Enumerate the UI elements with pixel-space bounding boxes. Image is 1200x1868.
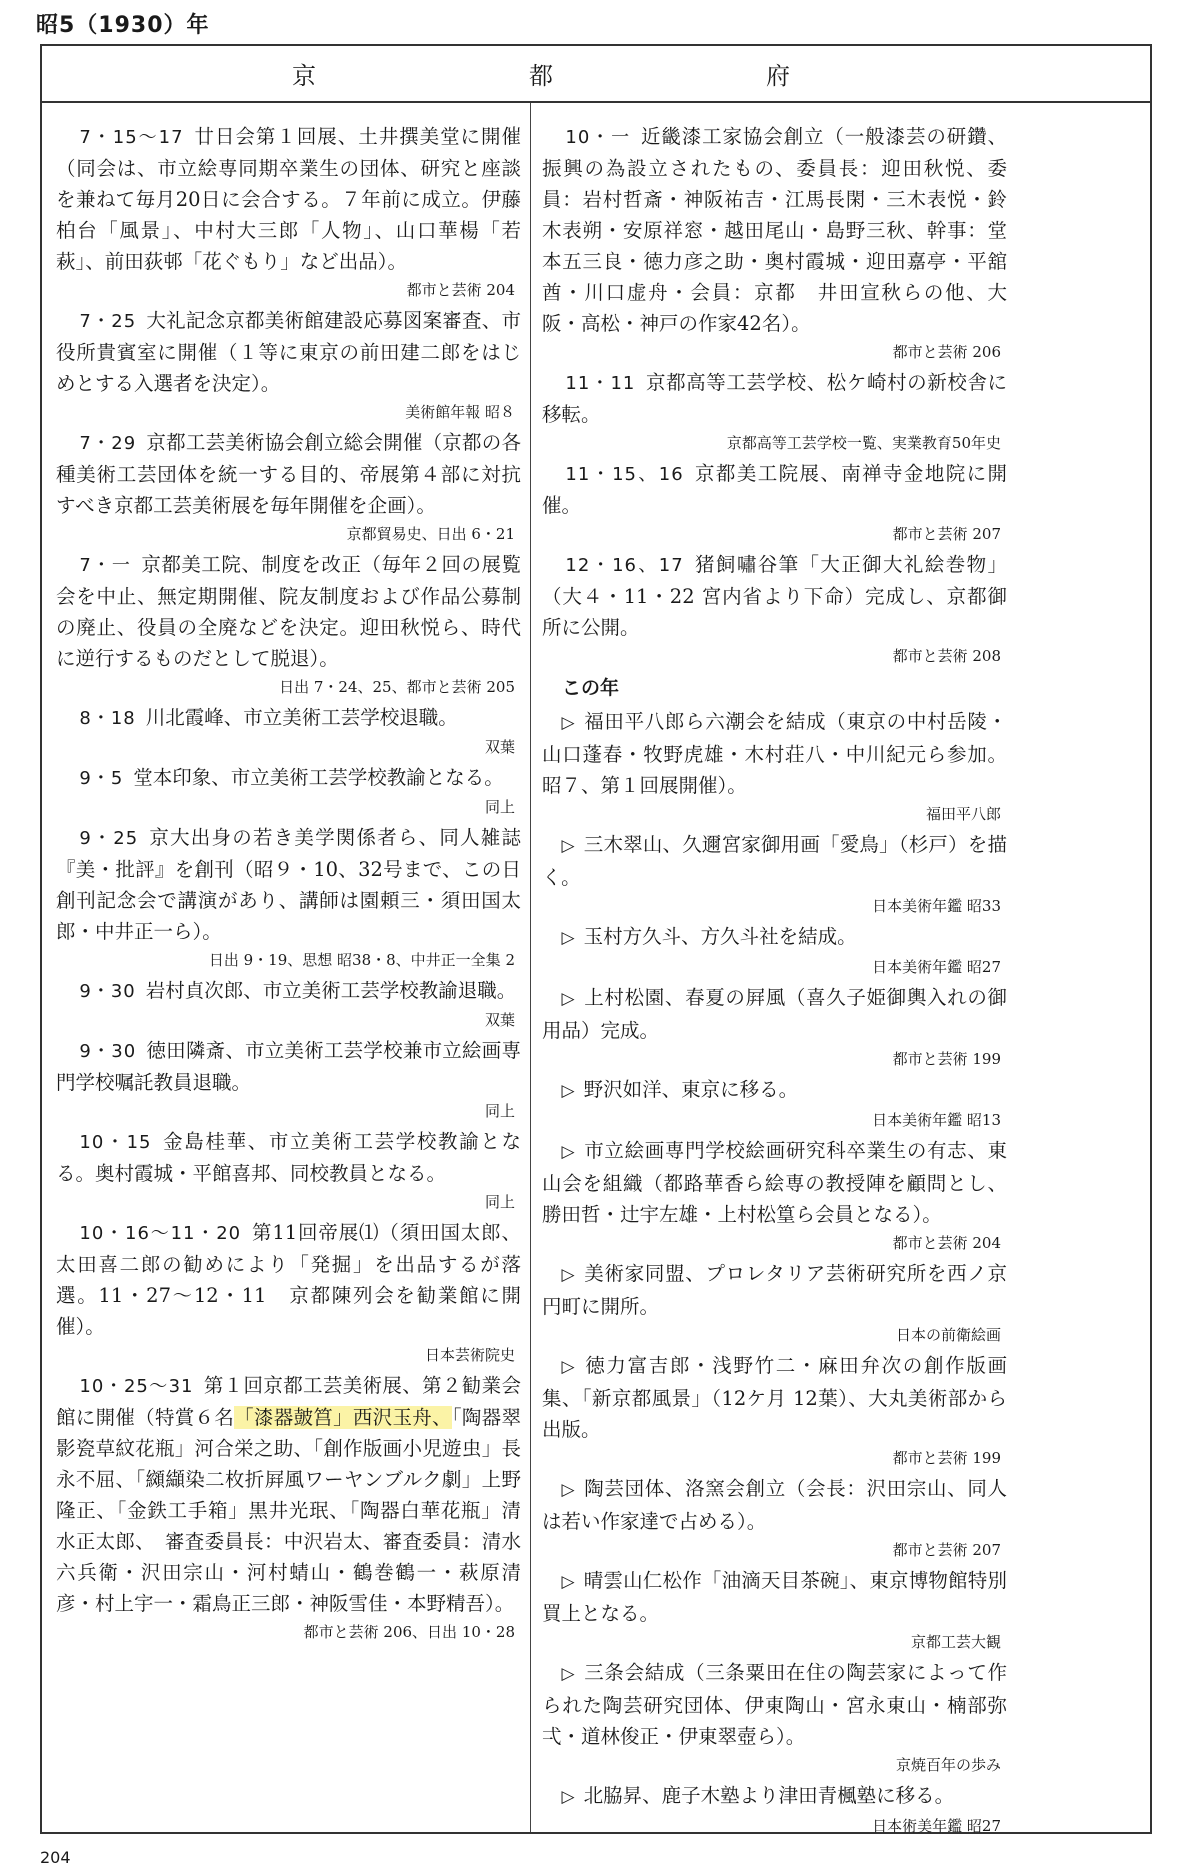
triangle-icon: ▷ bbox=[561, 1572, 575, 1592]
entry-date: 7・一 bbox=[79, 555, 132, 576]
triangle-icon: ▷ bbox=[561, 1664, 575, 1684]
chronology-entry bbox=[56, 975, 521, 1033]
chronology-entry bbox=[56, 1035, 521, 1124]
year-note-text: 陶芸団体、洛窯会創立（会長：沢田宗山、同人は若い作家達で占める）。 bbox=[542, 1477, 1007, 1533]
chronology-entry bbox=[56, 1217, 521, 1368]
chronology-entry bbox=[56, 427, 521, 547]
entry-source: 福田平八郎 bbox=[925, 805, 1001, 823]
header-char-2: 都 bbox=[529, 62, 553, 90]
entry-source: 美術館年報 昭８ bbox=[405, 403, 515, 421]
year-note bbox=[542, 1135, 1007, 1256]
entry-source: 京都高等工芸学校一覧、実業教育50年史 bbox=[726, 434, 1001, 452]
triangle-icon: ▷ bbox=[561, 1480, 575, 1500]
entry-source: 日出 9・19、思想 昭38・8、中井正一全集 2 bbox=[208, 951, 515, 969]
left-column bbox=[56, 121, 521, 1647]
page-frame bbox=[40, 44, 1152, 1834]
year-note-text: 市立絵画専門学校絵画研究科卒業生の有志、東山会を組織（都路華香ら絵専の教授陣を顧問とし、勝田哲・辻宇左雄・上村松篁ら会員となる）。 bbox=[542, 1139, 1007, 1226]
entry-text: 廿日会第１回展、土井撰美堂に開催（同会は、市立絵専同期卒業生の団体、研究と座談を兼ねて毎月20日に会合する。７年前に成立。伊藤柏台「風景」、中村大三郎「人物」、山口華楊「若萩」、前田荻邨「花ぐもり」など出品）。 bbox=[56, 125, 521, 273]
entry-date: 9・30 bbox=[79, 1041, 137, 1062]
right-column bbox=[542, 121, 1007, 1841]
entry-text: 徳田隣斎、市立美術工芸学校兼市立絵画専門学校嘱託教員退職。 bbox=[56, 1039, 521, 1094]
year-note-text: 晴雲山仁松作「油滴天目茶碗」、東京博物館特別買上となる。 bbox=[542, 1569, 1007, 1625]
entry-text-cont: 「陶器翠影瓷草紋花瓶」河合栄之助、「創作版画小児遊虫」長永不屈、「纐纈染二枚折屛風ワーヤンブルク劇」上野隆正、「金鉄工手箱」黒井光珉、「陶器白華花瓶」清水正太郎、 審査委員長：中沢岩太、審査委員：清水六兵衛・沢田宗山・河村蜻山・鶴巻鶴一・萩原清彦・村上宇一・霜鳥正三郎・神阪雪佳・本野精吾）。 bbox=[56, 1406, 521, 1615]
year-note bbox=[542, 1473, 1007, 1563]
entry-date: 10・25〜31 bbox=[79, 1376, 194, 1397]
chronology-entry bbox=[542, 367, 1007, 456]
entry-text: 第１回京都工芸美術展、第２勧業会館に開催（特賞６名 bbox=[56, 1374, 521, 1429]
triangle-icon: ▷ bbox=[561, 836, 575, 856]
header-char-1: 京 bbox=[292, 62, 316, 90]
highlighted-text: 「漆器皷筥」西沢玉舟、 bbox=[234, 1406, 452, 1429]
chronology-entry bbox=[56, 762, 521, 820]
section-title: この年 bbox=[562, 677, 620, 699]
triangle-icon: ▷ bbox=[561, 928, 575, 948]
entry-text: 京都美工院、制度を改正（毎年２回の展覧会を中止、無定期開催、院友制度および作品公募制の廃止、役員の全廃などを決定。迎田秋悦ら、時代に逆行するものだとして脱退）。 bbox=[56, 553, 521, 670]
entry-date: 10・15 bbox=[79, 1132, 152, 1153]
year-note bbox=[542, 706, 1007, 827]
chronology-entry bbox=[56, 1126, 521, 1215]
year-note bbox=[542, 1657, 1007, 1778]
triangle-icon: ▷ bbox=[561, 1357, 575, 1377]
entry-source: 都市と芸術 199 bbox=[892, 1449, 1001, 1467]
entry-date: 9・30 bbox=[79, 981, 136, 1002]
year-note-text: 野沢如洋、東京に移る。 bbox=[583, 1078, 799, 1101]
entry-text: 京都美工院展、南禅寺金地院に開催。 bbox=[542, 462, 1007, 517]
chronology-entry bbox=[542, 458, 1007, 547]
triangle-icon: ▷ bbox=[561, 1265, 575, 1285]
entry-source: 都市と芸術 206、日出 10・28 bbox=[303, 1623, 515, 1641]
entry-source: 双葉 bbox=[484, 1011, 515, 1029]
entry-source: 都市と芸術 207 bbox=[892, 1541, 1001, 1559]
page-number: 204 bbox=[40, 1848, 71, 1867]
year-note-text: 上村松園、春夏の屛風（喜久子姫御輿入れの御用品）完成。 bbox=[542, 986, 1007, 1042]
entry-source: 日本美術年鑑 昭13 bbox=[872, 1111, 1001, 1129]
entry-source: 日本芸術院史 bbox=[424, 1346, 515, 1364]
entry-source: 京焼百年の歩み bbox=[895, 1756, 1001, 1774]
entry-date: 10・16〜11・20 bbox=[79, 1223, 242, 1244]
year-label: 昭5（1930）年 bbox=[36, 13, 210, 38]
entry-source: 都市と芸術 206 bbox=[892, 343, 1001, 361]
entry-date: 9・5 bbox=[79, 768, 124, 789]
entry-source: 日出 7・24、25、都市と芸術 205 bbox=[279, 678, 515, 696]
year-note-text: 三条会結成（三条粟田在住の陶芸家によって作られた陶芸研究団体、伊東陶山・宮永東山・楠部弥弌・道林俊正・伊東翠壺ら）。 bbox=[542, 1661, 1007, 1748]
year-note bbox=[542, 1780, 1007, 1839]
entry-text: 第11回帝展⑴（須田国太郎、太田喜二郎の勧めにより「発掘」を出品するが落選。11・27〜12・11 京都陳列会を勧業館に開催）。 bbox=[56, 1221, 521, 1338]
chronology-entry bbox=[56, 549, 521, 700]
entry-date: 10・一 bbox=[565, 127, 631, 148]
entry-source: 都市と芸術 199 bbox=[892, 1050, 1001, 1068]
year-note bbox=[542, 1350, 1007, 1471]
chronology-entry bbox=[56, 702, 521, 760]
entry-source: 同上 bbox=[484, 798, 515, 816]
entry-date: 11・15、16 bbox=[565, 464, 684, 485]
chronology-entry bbox=[542, 549, 1007, 669]
entry-source: 同上 bbox=[484, 1193, 515, 1211]
entry-text: 猪飼嘯谷筆「大正御大礼絵巻物」（大４・11・22 宮内省より下命）完成し、京都御所に公開。 bbox=[542, 553, 1007, 639]
triangle-icon: ▷ bbox=[561, 713, 575, 733]
year-note-text: 北脇昇、鹿子木塾より津田青楓塾に移る。 bbox=[583, 1784, 955, 1807]
entry-text: 堂本印象、市立美術工芸学校教諭となる。 bbox=[133, 766, 504, 789]
entry-source: 都市と芸術 207 bbox=[892, 525, 1001, 543]
entry-date: 9・25 bbox=[79, 828, 139, 849]
entry-source: 都市と芸術 204 bbox=[892, 1234, 1001, 1252]
entry-date: 7・25 bbox=[79, 311, 137, 332]
entry-source: 日本美術年鑑 昭33 bbox=[872, 897, 1001, 915]
year-note-text: 福田平八郎ら六潮会を結成（東京の中村岳陵・山口蓬春・牧野虎雄・木村荘八・中川紀元ら参加。昭７、第１回展開催）。 bbox=[542, 710, 1007, 797]
entry-text: 大礼記念京都美術館建設応募図案審査、市役所貴賓室に開催（１等に東京の前田建二郎をはじめとする入選者を決定）。 bbox=[56, 309, 521, 395]
entry-source: 京都貿易史、日出 6・21 bbox=[346, 525, 515, 543]
entry-text: 京大出身の若き美学関係者ら、同人雑誌『美・批評』を創刊（昭９・10、32号まで、この日創刊記念会で講演があり、講師は園頼三・須田国太郎・中井正一ら）。 bbox=[56, 826, 521, 943]
chronology-entry bbox=[56, 822, 521, 973]
chronology-entry bbox=[542, 121, 1007, 365]
year-note bbox=[542, 829, 1007, 919]
chronology-entry bbox=[56, 305, 521, 425]
entry-date: 7・15〜17 bbox=[79, 127, 184, 148]
entry-source: 京都工芸大観 bbox=[910, 1633, 1001, 1651]
triangle-icon: ▷ bbox=[561, 1142, 575, 1162]
entry-text: 岩村貞次郎、市立美術工芸学校教諭退職。 bbox=[145, 979, 517, 1002]
entry-date: 8・18 bbox=[79, 708, 136, 729]
year-note-text: 美術家同盟、プロレタリア芸術研究所を西ノ京円町に開所。 bbox=[542, 1262, 1007, 1318]
entry-source: 都市と芸術 204 bbox=[406, 281, 515, 299]
entry-date: 11・11 bbox=[565, 373, 636, 394]
year-note-text: 徳力富吉郎・浅野竹二・麻田弁次の創作版画集、「新京都風景」（12ケ月 12葉）、大丸美術部から出版。 bbox=[542, 1354, 1007, 1441]
region-header bbox=[42, 46, 1150, 103]
triangle-icon: ▷ bbox=[561, 1787, 575, 1807]
entry-text: 近畿漆工家協会創立（一般漆芸の研鑽、振興の為設立されたもの、委員長：迎田秋悦、委員：岩村哲斎・神阪祐吉・江馬長閑・三木表悦・鈴木表朔・安原祥窓・越田尾山・島野三秋、幹事：堂本五三良・徳力彦之助・奥村霞城・迎田嘉亭・平舘酋・川口虚舟・会員：京都 井田宣秋らの他、大阪・高松・神戸の作家42名）。 bbox=[542, 125, 1007, 335]
year-note-text: 玉村方久斗、方久斗社を結成。 bbox=[583, 925, 857, 948]
header-char-3: 府 bbox=[766, 62, 790, 90]
chronology-entry bbox=[56, 121, 521, 303]
entry-source: 双葉 bbox=[484, 738, 515, 756]
entry-text: 京都工芸美術協会創立総会開催（京都の各種美術工芸団体を統一する目的、帝展第４部に対抗すべき京都工芸美術展を毎年開催を企画）。 bbox=[56, 431, 521, 517]
year-note bbox=[542, 1074, 1007, 1133]
entry-text: 川北霞峰、市立美術工芸学校退職。 bbox=[145, 706, 458, 729]
entry-text: 金島桂華、市立美術工芸学校教諭となる。奥村霞城・平館喜邦、同校教員となる。 bbox=[56, 1130, 521, 1185]
year-note bbox=[542, 982, 1007, 1072]
entry-source: 日本術美年鑑 昭27 bbox=[872, 1817, 1001, 1835]
entry-source: 日本の前衛絵画 bbox=[895, 1326, 1001, 1344]
column-divider bbox=[530, 103, 531, 1832]
year-note-text: 三木翠山、久邇宮家御用画「愛鳥」（杉戸）を描く。 bbox=[542, 833, 1007, 889]
year-note bbox=[542, 1258, 1007, 1348]
year-note bbox=[542, 1565, 1007, 1655]
entry-date: 7・29 bbox=[79, 433, 137, 454]
triangle-icon: ▷ bbox=[561, 1081, 575, 1101]
year-note bbox=[542, 921, 1007, 980]
entry-source: 都市と芸術 208 bbox=[892, 647, 1001, 665]
entry-date: 12・16、17 bbox=[565, 555, 684, 576]
entry-text: 京都高等工芸学校、松ケ崎村の新校舎に移転。 bbox=[542, 371, 1007, 426]
entry-source: 日本美術年鑑 昭27 bbox=[872, 958, 1001, 976]
entry-source: 同上 bbox=[484, 1102, 515, 1120]
chronology-entry-last bbox=[56, 1370, 521, 1645]
columns bbox=[42, 103, 1150, 1835]
triangle-icon: ▷ bbox=[561, 989, 575, 1009]
